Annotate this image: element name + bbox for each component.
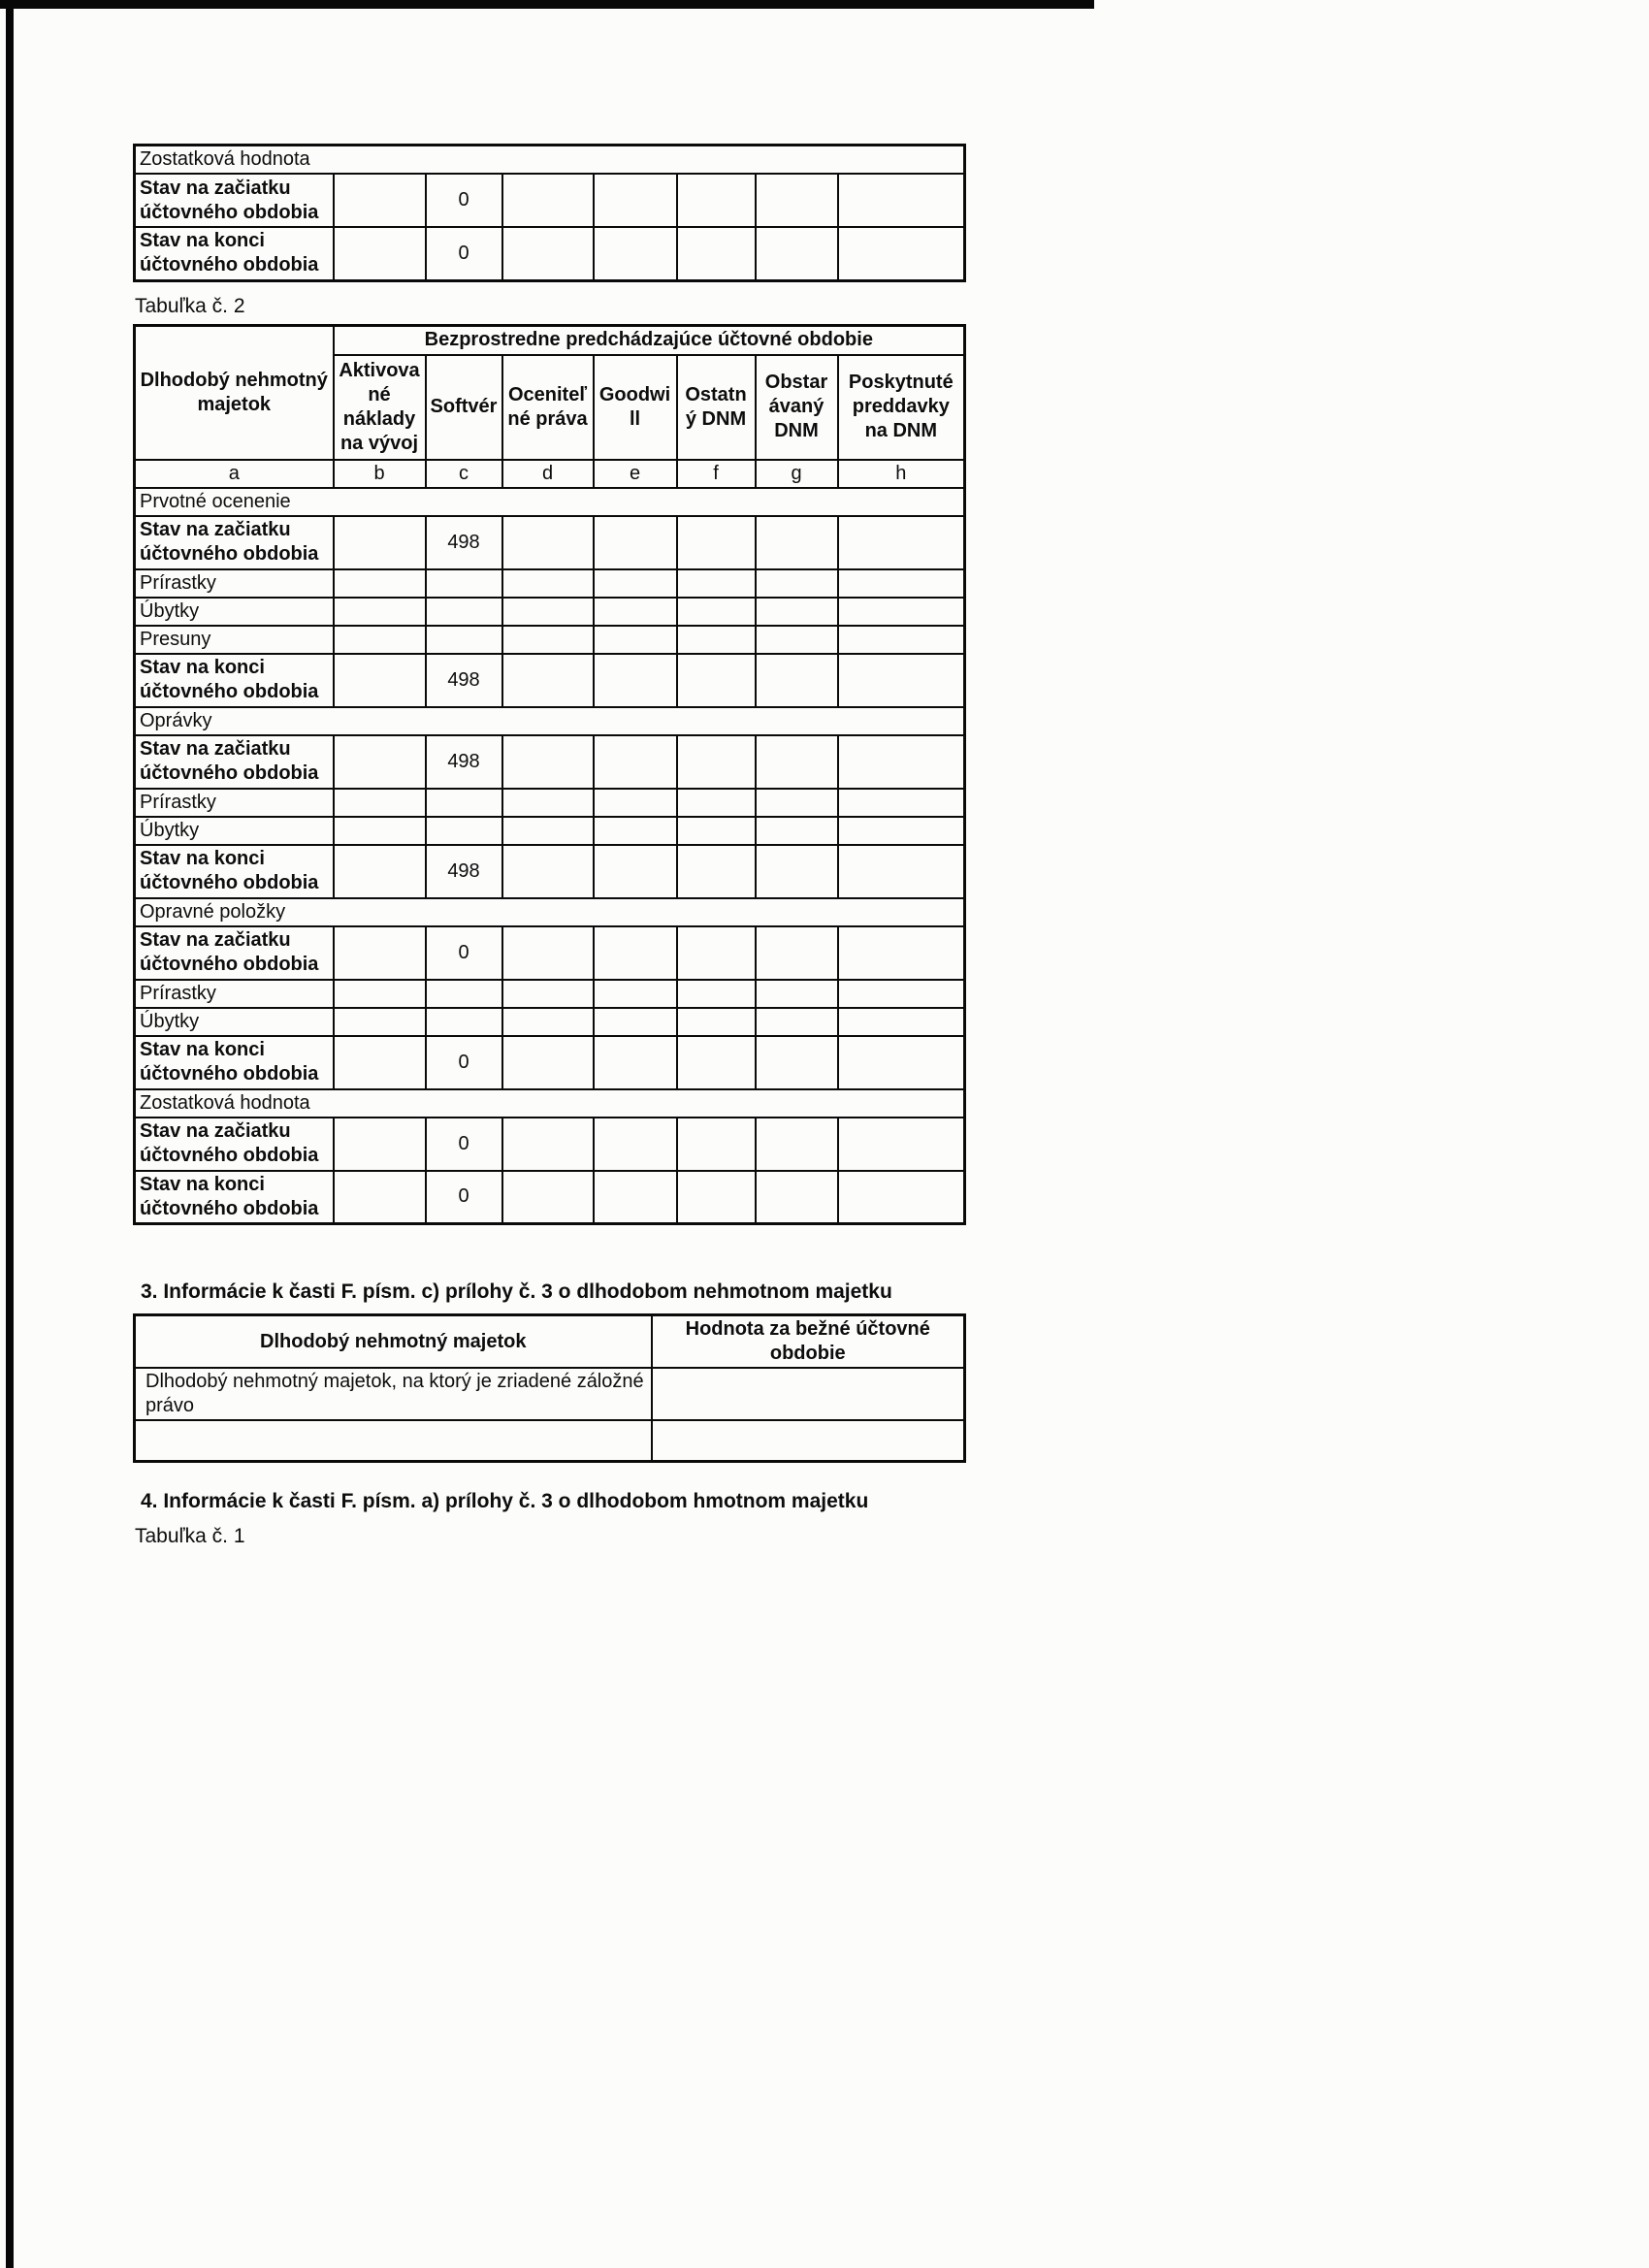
value-cell: [838, 817, 965, 845]
value-cell: [594, 789, 677, 817]
value-cell: [756, 598, 838, 626]
value-cell: [838, 227, 965, 280]
table2-col-a-header: Dlhodobý nehmotný majetok: [135, 325, 334, 460]
section-label-cell: Zostatková hodnota: [135, 1089, 965, 1118]
value-cell: [334, 817, 426, 845]
value-cell: [594, 735, 677, 789]
value-cell: [502, 626, 594, 654]
section-header-row: [135, 488, 965, 516]
section-label-cell: Prvotné ocenenie: [135, 488, 965, 516]
value-cell: 498: [426, 516, 502, 569]
value-cell: [838, 926, 965, 980]
value-cell: [756, 174, 838, 227]
value-cell: [594, 598, 677, 626]
row-label-cell: Stav na konci účtovného obdobia: [135, 1036, 334, 1089]
value-cell: [838, 598, 965, 626]
row-label-cell: Stav na začiatku účtovného obdobia: [135, 174, 334, 227]
value-cell: [838, 626, 965, 654]
value-cell: [594, 569, 677, 598]
table2-period-header: Bezprostredne predchádzajúce účtovné obdobie: [334, 325, 965, 355]
row-label-cell: [135, 1420, 652, 1461]
value-cell: [677, 845, 756, 898]
scan-artifact-left: [6, 0, 14, 2268]
value-cell: [334, 626, 426, 654]
table-row: [135, 980, 965, 1008]
value-cell: [677, 1118, 756, 1171]
value-cell: [756, 227, 838, 280]
row-label-cell: Úbytky: [135, 598, 334, 626]
section3-col1-header: Dlhodobý nehmotný majetok: [135, 1315, 652, 1369]
table-row: [135, 1008, 965, 1036]
section-header-row: [135, 1089, 965, 1118]
section-label-cell: Oprávky: [135, 707, 965, 735]
table-row: [135, 735, 965, 789]
section-header-row: [135, 898, 965, 926]
table2-letter-cell: a: [135, 460, 334, 488]
value-cell: [334, 1171, 426, 1224]
row-label-cell: Stav na konci účtovného obdobia: [135, 227, 334, 280]
table2-letter-cell: g: [756, 460, 838, 488]
value-cell: [756, 817, 838, 845]
value-cell: [677, 598, 756, 626]
row-label-cell: Dlhodobý nehmotný majetok, na ktorý je zriadené záložné právo: [135, 1368, 652, 1420]
value-cell: [426, 817, 502, 845]
table2-header-row: [135, 325, 965, 355]
table2-column-header: Aktivované náklady na vývoj: [334, 355, 426, 460]
value-cell: [677, 1008, 756, 1036]
value-cell: [426, 598, 502, 626]
row-label-cell: Stav na začiatku účtovného obdobia: [135, 516, 334, 569]
value-cell: [334, 980, 426, 1008]
value-cell: [756, 735, 838, 789]
row-label-cell: Stav na konci účtovného obdobia: [135, 1171, 334, 1224]
value-cell: [677, 516, 756, 569]
section3-col2-header: Hodnota za bežné účtovné obdobie: [652, 1315, 965, 1369]
value-cell: [677, 626, 756, 654]
value-cell: [756, 789, 838, 817]
value-cell: [756, 654, 838, 707]
value-cell: [426, 980, 502, 1008]
value-cell: [838, 1118, 965, 1171]
table-row: [135, 626, 965, 654]
value-cell: [334, 654, 426, 707]
value-cell: [677, 227, 756, 280]
value-cell: [502, 1008, 594, 1036]
value-cell: [838, 789, 965, 817]
table-row: [135, 1036, 965, 1089]
table2-column-header: Goodwill: [594, 355, 677, 460]
scan-artifact-top: [0, 0, 1094, 9]
table2-column-header: Poskytnuté preddavky na DNM: [838, 355, 965, 460]
table2-caption: Tabuľka č. 2: [135, 294, 245, 317]
value-cell: [838, 1036, 965, 1089]
table-row: [135, 598, 965, 626]
value-cell: [502, 516, 594, 569]
value-cell: [838, 1171, 965, 1224]
value-cell: [756, 1036, 838, 1089]
table1-caption: Tabuľka č. 1: [135, 1524, 245, 1547]
document-page: [133, 144, 965, 1548]
value-cell: [502, 845, 594, 898]
value-cell: 0: [426, 1118, 502, 1171]
value-cell: [594, 227, 677, 280]
value-cell: [756, 516, 838, 569]
value-cell: [652, 1368, 965, 1420]
value-cell: [838, 735, 965, 789]
value-cell: [334, 598, 426, 626]
value-cell: [677, 926, 756, 980]
value-cell: [334, 789, 426, 817]
row-label-cell: Stav na začiatku účtovného obdobia: [135, 926, 334, 980]
table-row: [135, 1420, 965, 1461]
table2-column-header: Oceniteľné práva: [502, 355, 594, 460]
row-label-cell: Stav na konci účtovného obdobia: [135, 654, 334, 707]
value-cell: [502, 569, 594, 598]
value-cell: [594, 1118, 677, 1171]
value-cell: [838, 516, 965, 569]
value-cell: 498: [426, 654, 502, 707]
value-cell: [594, 926, 677, 980]
section-label-cell: Zostatková hodnota: [135, 146, 965, 175]
value-cell: [756, 1118, 838, 1171]
value-cell: [652, 1420, 965, 1461]
value-cell: [677, 654, 756, 707]
table-row: [135, 926, 965, 980]
value-cell: [838, 174, 965, 227]
value-cell: [594, 980, 677, 1008]
section-label-cell: Opravné položky: [135, 898, 965, 926]
row-label-cell: Stav na konci účtovného obdobia: [135, 845, 334, 898]
table-row: [135, 569, 965, 598]
row-label-cell: Prírastky: [135, 980, 334, 1008]
value-cell: [502, 654, 594, 707]
value-cell: [502, 926, 594, 980]
value-cell: [334, 516, 426, 569]
value-cell: [838, 569, 965, 598]
value-cell: [594, 654, 677, 707]
value-cell: [502, 1036, 594, 1089]
value-cell: [334, 1118, 426, 1171]
table-row: [135, 817, 965, 845]
value-cell: [838, 980, 965, 1008]
table-row: [135, 789, 965, 817]
table2-letter-cell: e: [594, 460, 677, 488]
value-cell: [502, 789, 594, 817]
table-row: [135, 1118, 965, 1171]
section3-heading: 3. Informácie k časti F. písm. c) prílohy č. 3 o dlhodobom nehmotnom majetku: [141, 1280, 892, 1303]
table-row: [135, 227, 965, 280]
value-cell: 498: [426, 845, 502, 898]
table-row: [135, 1171, 965, 1224]
value-cell: 498: [426, 735, 502, 789]
value-cell: [677, 1171, 756, 1224]
section4-heading: 4. Informácie k časti F. písm. a) prílohy č. 3 o dlhodobom hmotnom majetku: [141, 1489, 869, 1512]
value-cell: [502, 980, 594, 1008]
row-label-cell: Prírastky: [135, 569, 334, 598]
value-cell: [838, 654, 965, 707]
row-label-cell: Úbytky: [135, 1008, 334, 1036]
row-label-cell: Stav na začiatku účtovného obdobia: [135, 735, 334, 789]
value-cell: [426, 789, 502, 817]
table2-letter-row: [135, 460, 965, 488]
table-row: [135, 654, 965, 707]
table2-letter-cell: f: [677, 460, 756, 488]
value-cell: [594, 1171, 677, 1224]
value-cell: [426, 626, 502, 654]
value-cell: 0: [426, 1171, 502, 1224]
value-cell: [677, 1036, 756, 1089]
value-cell: [502, 1118, 594, 1171]
table2-dlhodoby-nehmotny-majetok: [133, 324, 966, 1226]
table2-letter-cell: d: [502, 460, 594, 488]
value-cell: [334, 1036, 426, 1089]
value-cell: [334, 227, 426, 280]
value-cell: [677, 817, 756, 845]
value-cell: [594, 516, 677, 569]
value-cell: 0: [426, 227, 502, 280]
value-cell: [426, 1008, 502, 1036]
value-cell: [502, 817, 594, 845]
value-cell: [594, 1036, 677, 1089]
value-cell: [334, 1008, 426, 1036]
table-row: [135, 516, 965, 569]
table2-column-header: Softvér: [426, 355, 502, 460]
value-cell: [502, 227, 594, 280]
value-cell: 0: [426, 926, 502, 980]
value-cell: [502, 1171, 594, 1224]
row-label-cell: Prírastky: [135, 789, 334, 817]
row-label-cell: Presuny: [135, 626, 334, 654]
value-cell: [756, 980, 838, 1008]
table-row: [135, 174, 965, 227]
table2-column-header: Obstarávaný DNM: [756, 355, 838, 460]
value-cell: [334, 845, 426, 898]
value-cell: 0: [426, 174, 502, 227]
value-cell: [838, 845, 965, 898]
value-cell: [677, 735, 756, 789]
value-cell: [677, 789, 756, 817]
value-cell: [502, 735, 594, 789]
value-cell: [756, 626, 838, 654]
value-cell: [756, 926, 838, 980]
value-cell: [502, 598, 594, 626]
value-cell: [677, 174, 756, 227]
table2-letter-cell: c: [426, 460, 502, 488]
value-cell: [426, 569, 502, 598]
table2-letter-cell: b: [334, 460, 426, 488]
value-cell: [502, 174, 594, 227]
value-cell: [756, 845, 838, 898]
section3-table-header-row: [135, 1315, 965, 1369]
value-cell: [756, 569, 838, 598]
table2-column-header: Ostatný DNM: [677, 355, 756, 460]
section-header-row: [135, 146, 965, 175]
row-label-cell: Úbytky: [135, 817, 334, 845]
value-cell: [334, 569, 426, 598]
value-cell: [677, 980, 756, 1008]
value-cell: [334, 174, 426, 227]
value-cell: 0: [426, 1036, 502, 1089]
section3-table: [133, 1313, 966, 1463]
value-cell: [594, 845, 677, 898]
table-row: [135, 1368, 965, 1420]
value-cell: [594, 626, 677, 654]
value-cell: [594, 174, 677, 227]
value-cell: [677, 569, 756, 598]
value-cell: [756, 1171, 838, 1224]
value-cell: [334, 735, 426, 789]
table-zostatkova-hodnota-partial: [133, 144, 966, 282]
value-cell: [334, 926, 426, 980]
section-header-row: [135, 707, 965, 735]
row-label-cell: Stav na začiatku účtovného obdobia: [135, 1118, 334, 1171]
value-cell: [838, 1008, 965, 1036]
value-cell: [594, 1008, 677, 1036]
table2-letter-cell: h: [838, 460, 965, 488]
value-cell: [756, 1008, 838, 1036]
value-cell: [594, 817, 677, 845]
table-row: [135, 845, 965, 898]
